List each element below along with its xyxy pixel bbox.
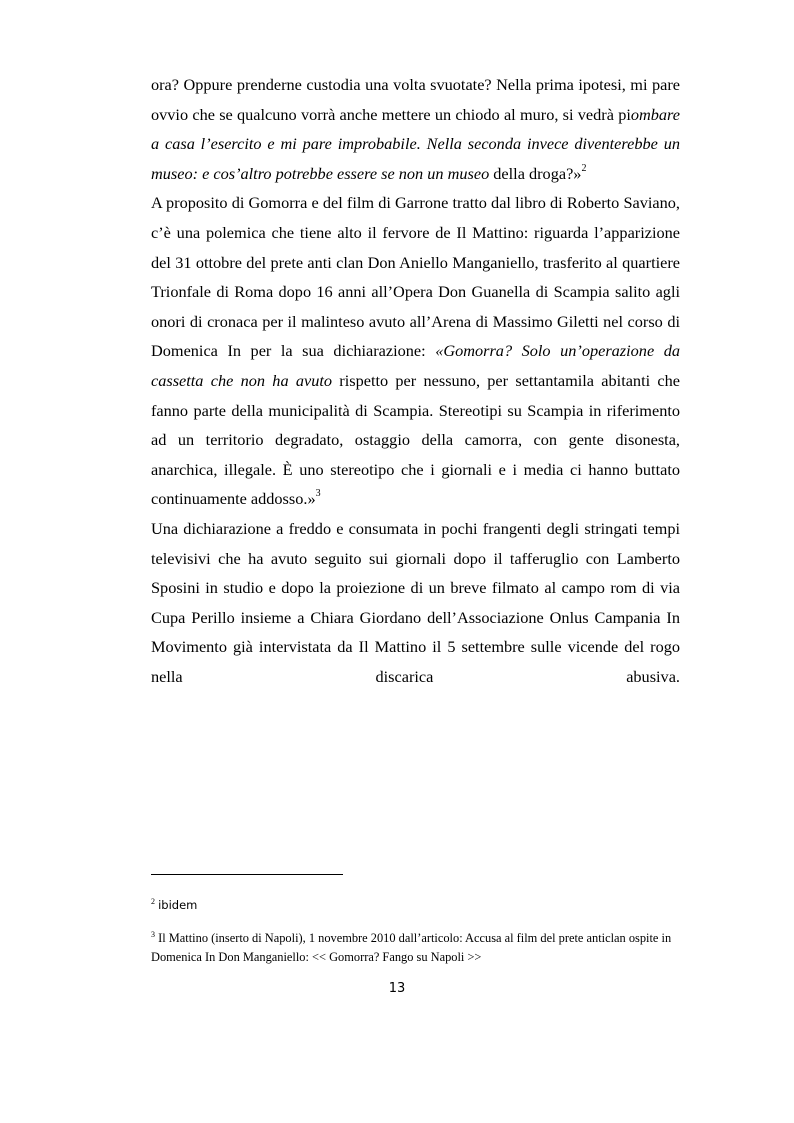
paragraph-1-italic-text: ombare a casa l’esercito e mi pare improbabile. Nella seconda invece diventerebbe un museo: e cos’altro potrebbe essere se non un museo (151, 104, 680, 183)
paragraph-1-text: ora? Oppure prenderne custodia una volta svuotate? Nella prima ipotesi, mi pare ovvio che se qualcuno vorrà anche mettere un chiodo al muro, si vedrà pi (151, 75, 680, 124)
page-number: 13 (388, 981, 406, 996)
paragraph-2-italic-quote: «Gomorra? Solo un’operazione da cassetta che non ha avuto (151, 341, 680, 390)
paragraph-3: Una dichiarazione a freddo e consumata in pochi frangenti degli stringati tempi televisivi che ha avuto seguito sui giornali dopo il tafferuglio con Lamberto Sposini in studio e dopo la proiezione di un breve filmato al campo rom di via Cupa Perillo insieme a Chiara Giordano dell’Associazione Onlus Campania In Movimento già intervistata da Il Mattino il 5 settembre sulle vicende del rogo nella discarica abusiva. (151, 518, 680, 686)
paragraph-2-text-end: rispetto per nessuno, per settantamila abitanti che fanno parte della municipalità di Scampia. Stereotipi su Scampia in riferimento ad un territorio degradato, ostaggio della camorra, con gente disonesta, anarchica, illegale. È uno stereotipo che i giornali e i media ci hanno buttato continuamente addosso.» (151, 370, 680, 509)
footnote-2-text: ibidem (158, 898, 198, 912)
main-text (151, 70, 680, 691)
footnote-3 (151, 929, 680, 967)
paragraph-2 (151, 188, 680, 514)
footnote-2-number: 2 (151, 897, 155, 906)
paragraph-2-text: A proposito di Gomorra e del film di Garrone tratto dal libro di Roberto Saviano, c’è una polemica che tiene alto il fervore de Il Mattino: riguarda l’apparizione del 31 ottobre del prete anti clan Don Aniello Manganiello, trasferito al quartiere Trionfale di Roma dopo 16 anni all’Opera Don Guanella di Scampia salito agli onori di cronaca per il malinteso avuto all’Arena di Massimo Giletti nel corso di Domenica In per la sua dichiarazione: (151, 193, 680, 361)
footnote-separator (151, 874, 343, 875)
footnote-3-number: 3 (151, 930, 155, 939)
footnote-ref-3: 3 (315, 488, 321, 500)
footnote-ref-2: 2 (581, 162, 587, 174)
footnote-2 (151, 896, 680, 915)
paragraph-1 (151, 70, 680, 188)
paragraph-1-text-end: della droga?» (489, 163, 582, 183)
footnote-3-text: Il Mattino (inserto di Napoli), 1 novembre 2010 dall’articolo: Accusa al film del prete anticlan ospite in Domenica In Don Manganiello: << Gomorra? Fango su Napoli >> (151, 931, 672, 964)
